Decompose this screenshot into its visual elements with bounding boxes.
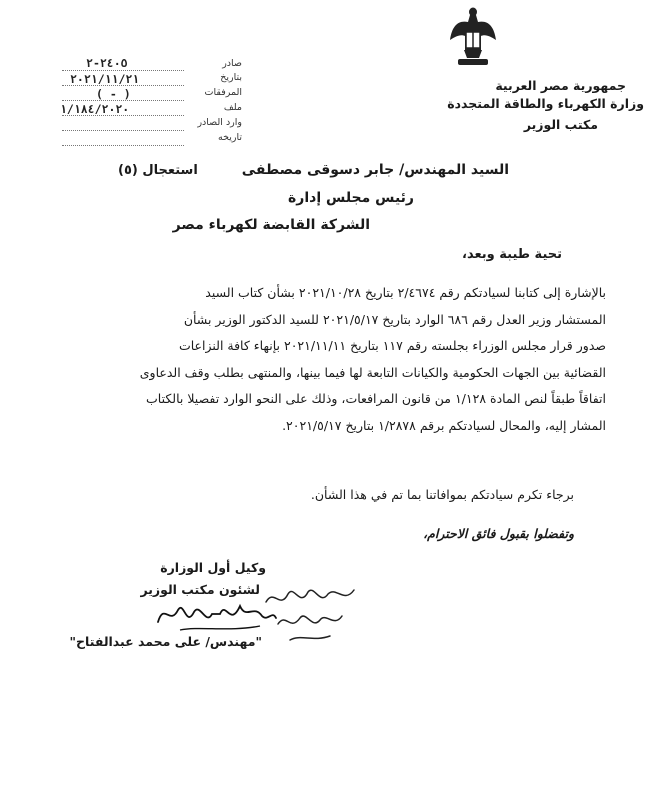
addressee-name: السيد المهندس/ جابر دسوقى مصطفى (241, 162, 509, 178)
letter-body (104, 280, 606, 439)
closing-line: وتفضلوا بقبول فائق الاحترام، (423, 526, 574, 541)
ministry-name: وزارة الكهرباء والطاقة المتجددة (447, 96, 644, 111)
ref-value-date: ٢٠٢١/١١/٢١ (70, 72, 140, 86)
divider (62, 115, 184, 116)
body-line: اتفاقاً طبقاً لنص المادة ١/١٢٨ من قانون المرافعات، وذلك على النحو الوارد تفصيلا بالكتاب (146, 391, 606, 406)
body-line: المشار إليه، والمحال لسيادتكم برقم ١/٢٨٧٨ بتاريخ ٢٠٢١/٥/١٧. (282, 417, 606, 433)
handwritten-note (260, 580, 360, 650)
divider (62, 145, 184, 146)
signatory-office: لشئون مكتب الوزير (140, 582, 260, 597)
ref-label-date: بتاريخ (220, 72, 242, 83)
country-name: جمهورية مصر العربية (495, 78, 626, 93)
greeting: تحية طيبة وبعد، (462, 247, 562, 262)
body-line: القضائية بين الجهات الحكومية والكيانات التابعة لها فيما بينها، والمنتهى بطلب وقف الدعاوى (139, 364, 606, 380)
urgency-label: استعجال (٥) (118, 163, 198, 178)
divider (62, 85, 184, 86)
signatory-name: "مهندس/ على محمد عبدالفتاح" (69, 634, 262, 649)
body-line: بالإشارة إلى كتابنا لسيادتكم رقم ٢/٤٦٧٤ بتاريخ ٢٠٢١/١٠/٢٨ بشأن كتاب السيد (205, 285, 606, 300)
ref-label-outgoing: صادر (222, 58, 242, 69)
divider (62, 70, 184, 71)
eagle-emblem-icon (448, 6, 498, 68)
body-line: صدور قرار مجلس الوزراء بجلسته رقم ١١٧ بتاريخ ٢٠٢١/١١/١١ بإنهاء كافة النزاعات (178, 338, 606, 353)
ref-value-attachments: ( - ) (96, 87, 131, 101)
ref-value-outgoing: ٢٤٠٥-٢ (86, 56, 128, 70)
addressee-company: الشركة القابضة لكهرباء مصر (172, 217, 370, 233)
office-name: مكتب الوزير (523, 117, 598, 132)
divider (62, 100, 184, 101)
ref-label-incoming: وارد الصادر (197, 117, 242, 128)
divider (62, 130, 184, 131)
addressee-title: رئيس مجلس إدارة (288, 190, 414, 206)
request-line: برجاء تكرم سيادتكم بموافاتنا بما تم في هذا الشأن. (310, 487, 574, 502)
ref-label-attachments: المرفقات (204, 87, 242, 98)
ref-label-incoming-date: تاريخه (218, 132, 242, 143)
signatory-title: وكيل أول الوزارة (160, 560, 266, 575)
reference-stamp (56, 58, 244, 150)
ref-label-file: ملف (223, 102, 242, 113)
ref-value-file: ١/١٨٤/٢٠٢٠ (60, 102, 130, 116)
body-line: المستشار وزير العدل رقم ٦٨٦ الوارد بتاريخ ٢٠٢١/٥/١٧ للسيد الدكتور الوزير بشأن (183, 311, 606, 327)
